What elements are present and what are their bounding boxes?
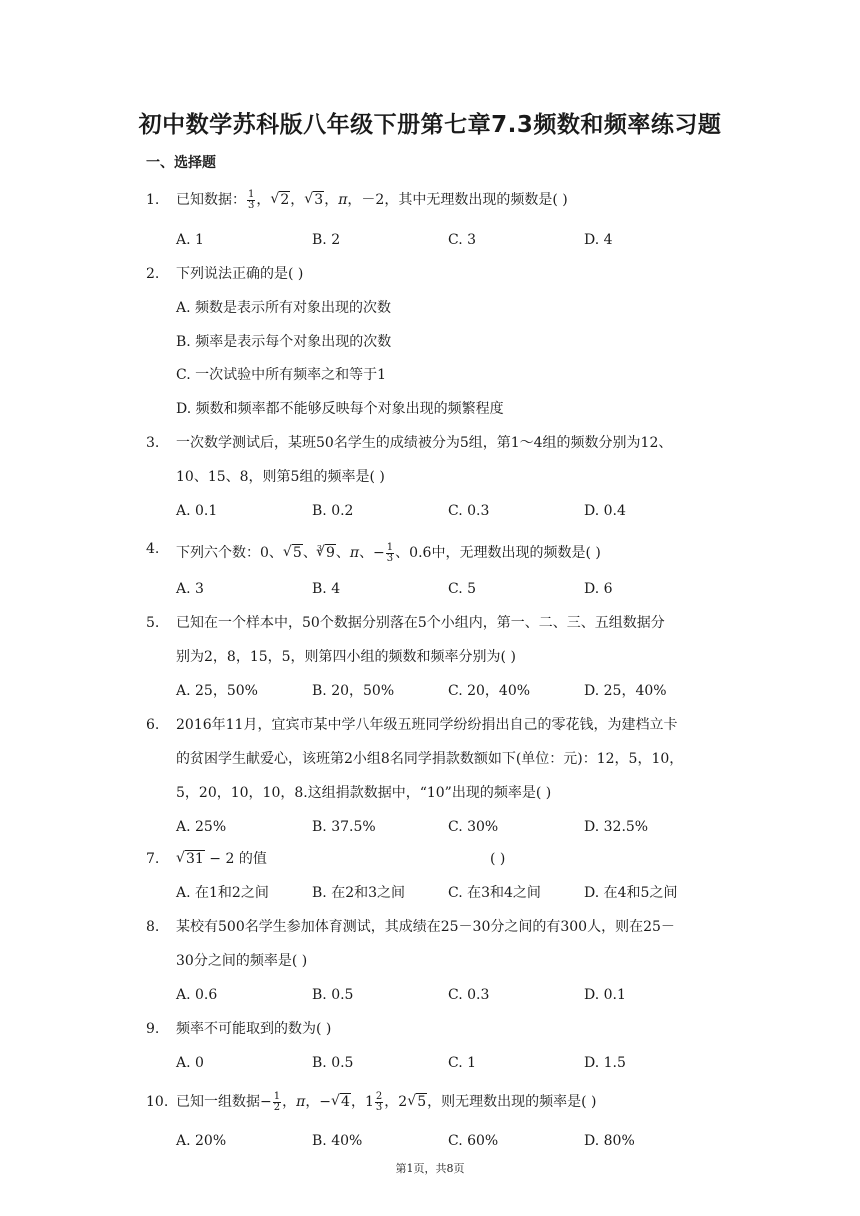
question-stem: √ 31 − 2 的值 ( ) <box>176 842 716 876</box>
option-b[interactable]: B. 0.5 <box>312 1055 354 1071</box>
question-9 <box>146 1012 716 1046</box>
option-b[interactable]: B. 40% <box>312 1133 363 1149</box>
option-d[interactable]: D. 4 <box>584 232 613 248</box>
math-sqrt: √ 31 <box>176 842 205 876</box>
option-a[interactable]: A. 在1和2之间 <box>176 885 269 901</box>
question-6 <box>146 708 716 810</box>
options-q1 <box>176 223 736 257</box>
options-q6 <box>176 810 736 844</box>
option-d[interactable]: D. 频数和频率都不能够反映每个对象出现的频繁程度 <box>176 401 504 417</box>
options-q4 <box>176 572 736 606</box>
question-number: 4. <box>146 541 160 557</box>
math-cube-root: √ 9 <box>316 536 336 570</box>
option-a[interactable]: A. 20% <box>176 1133 227 1149</box>
option-c[interactable]: C. 3 <box>448 232 477 248</box>
section-heading: 一、选择题 <box>146 155 216 171</box>
question-stem: 已知一组数据− $\frac{1}{2}$ ，π，−√ 4，1 $\frac{2}{3}$ ，2√ 5，则无理数出现的频率是( ) <box>176 1085 716 1119</box>
question-stem: 下列六个数：0、√ 5、$^3$√ 9、π、− $\frac{1}{3}$ 、0.6 ˙中，无理数出现的频数是( ) <box>176 532 716 570</box>
option-a[interactable]: A. 25，50% <box>176 683 258 699</box>
option-b[interactable]: B. 20，50% <box>312 683 395 699</box>
question-stem: 频率不可能取到的数为( ) <box>176 1021 332 1037</box>
question-number: 5. <box>146 615 160 631</box>
option-a[interactable]: A. 25% <box>176 819 227 835</box>
options-q10 <box>176 1124 736 1158</box>
math-sqrt: √ 4 <box>331 1085 351 1119</box>
question-7 <box>146 842 716 876</box>
option-d[interactable]: D. 1.5 <box>584 1055 626 1071</box>
option-d[interactable]: D. 6 <box>584 581 613 597</box>
question-stem: 2016年11月，宜宾市某中学八年级五班同学纷纷捐出自己的零花钱，为建档立卡 的贫困学生献爱心，该班第2小组8名同学捐款数额如下(单位：元)：12，5，10， 5，20，10，10，8.这组捐款数据中，“10”出现的频率是( ) <box>176 717 684 801</box>
question-5 <box>146 606 716 674</box>
option-a[interactable]: A. 0.1 <box>176 503 218 519</box>
question-number: 3. <box>146 435 160 451</box>
math-fraction: $\frac{1}{3}$ <box>248 188 255 211</box>
options-q8 <box>176 978 736 1012</box>
question-stem: 某校有500名学生参加体育测试，其成绩在25－30分之间的有300人，则在25－ 30分之间的频率是( ) <box>176 919 675 969</box>
options-q3 <box>176 494 736 528</box>
math-mixed-number: 1 $\frac{2}{3}$ <box>364 1090 383 1113</box>
question-number: 7. <box>146 851 160 867</box>
math-sqrt: √ 5 <box>283 536 303 570</box>
question-number: 1. <box>146 192 160 208</box>
question-4 <box>146 532 716 570</box>
math-sqrt: √ 3 <box>304 183 324 217</box>
option-c[interactable]: C. 0.3 <box>448 987 490 1003</box>
question-8 <box>146 910 716 978</box>
option-c[interactable]: C. 在3和4之间 <box>448 885 541 901</box>
option-d[interactable]: D. 80% <box>584 1133 635 1149</box>
question-number: 9. <box>146 1021 160 1037</box>
page-title: 初中数学苏科版八年级下册第七章7.3频数和频率练习题 <box>138 112 722 138</box>
option-d[interactable]: D. 0.1 <box>584 987 626 1003</box>
option-a[interactable]: A. 0.6 <box>176 987 218 1003</box>
question-2 <box>146 257 716 291</box>
option-b[interactable]: B. 0.5 <box>312 987 354 1003</box>
option-a[interactable]: A. 0 <box>176 1055 204 1071</box>
option-b[interactable]: B. 4 <box>312 581 341 597</box>
math-sqrt: √ 5 <box>407 1085 427 1119</box>
option-d[interactable]: D. 32.5% <box>584 819 649 835</box>
question-stem: 已知在一个样本中，50个数据分别落在5个小组内，第一、二、三、五组数据分 别为2，8，15，5，则第四小组的频数和频率分别为( ) <box>176 615 665 665</box>
math-sqrt: √ 2 <box>270 183 290 217</box>
question-3 <box>146 426 716 494</box>
math-fraction: $\frac{1}{3}$ <box>386 541 394 564</box>
option-d[interactable]: D. 在4和5之间 <box>584 885 678 901</box>
option-d[interactable]: D. 25，40% <box>584 683 667 699</box>
question-number: 8. <box>146 919 160 935</box>
answer-paren: ( ) <box>490 851 506 867</box>
option-b[interactable]: B. 2 <box>312 232 341 248</box>
option-b[interactable]: B. 0.2 <box>312 503 354 519</box>
question-stem: 下列说法正确的是( ) <box>176 266 304 282</box>
options-q9 <box>176 1046 736 1080</box>
option-a[interactable]: A. 1 <box>176 232 204 248</box>
option-c[interactable]: C. 30% <box>448 819 499 835</box>
math-fraction: $\frac{1}{2}$ <box>273 1090 281 1113</box>
option-a[interactable]: A. 频数是表示所有对象出现的次数 <box>176 300 392 316</box>
option-c[interactable]: C. 20，40% <box>448 683 531 699</box>
option-b[interactable]: B. 37.5% <box>312 819 376 835</box>
question-number: 6. <box>146 717 160 733</box>
option-c[interactable]: C. 1 <box>448 1055 477 1071</box>
option-a[interactable]: A. 3 <box>176 581 204 597</box>
option-c[interactable]: C. 一次试验中所有频率之和等于1 <box>176 367 387 383</box>
question-stem: 一次数学测试后，某班50名学生的成绩被分为5组，第1～4组的频数分别为12、 10、15、8，则第5组的频率是( ) <box>176 435 673 485</box>
option-c[interactable]: C. 0.3 <box>448 503 490 519</box>
question-1 <box>146 183 716 217</box>
option-c[interactable]: C. 5 <box>448 581 477 597</box>
options-q5 <box>176 674 736 708</box>
option-b[interactable]: B. 在2和3之间 <box>312 885 406 901</box>
question-number: 10. <box>146 1094 169 1110</box>
question-stem: 已知数据： $\frac{1}{3}$ ，√ 2，√ 3，π，－2，其中无理数出现的频数是( ) <box>176 183 716 217</box>
page-footer: 第1页，共8页 <box>395 1162 465 1175</box>
option-b[interactable]: B. 频率是表示每个对象出现的次数 <box>176 334 392 350</box>
option-c[interactable]: C. 60% <box>448 1133 499 1149</box>
question-number: 2. <box>146 266 160 282</box>
question-10 <box>146 1085 716 1119</box>
option-d[interactable]: D. 0.4 <box>584 503 626 519</box>
